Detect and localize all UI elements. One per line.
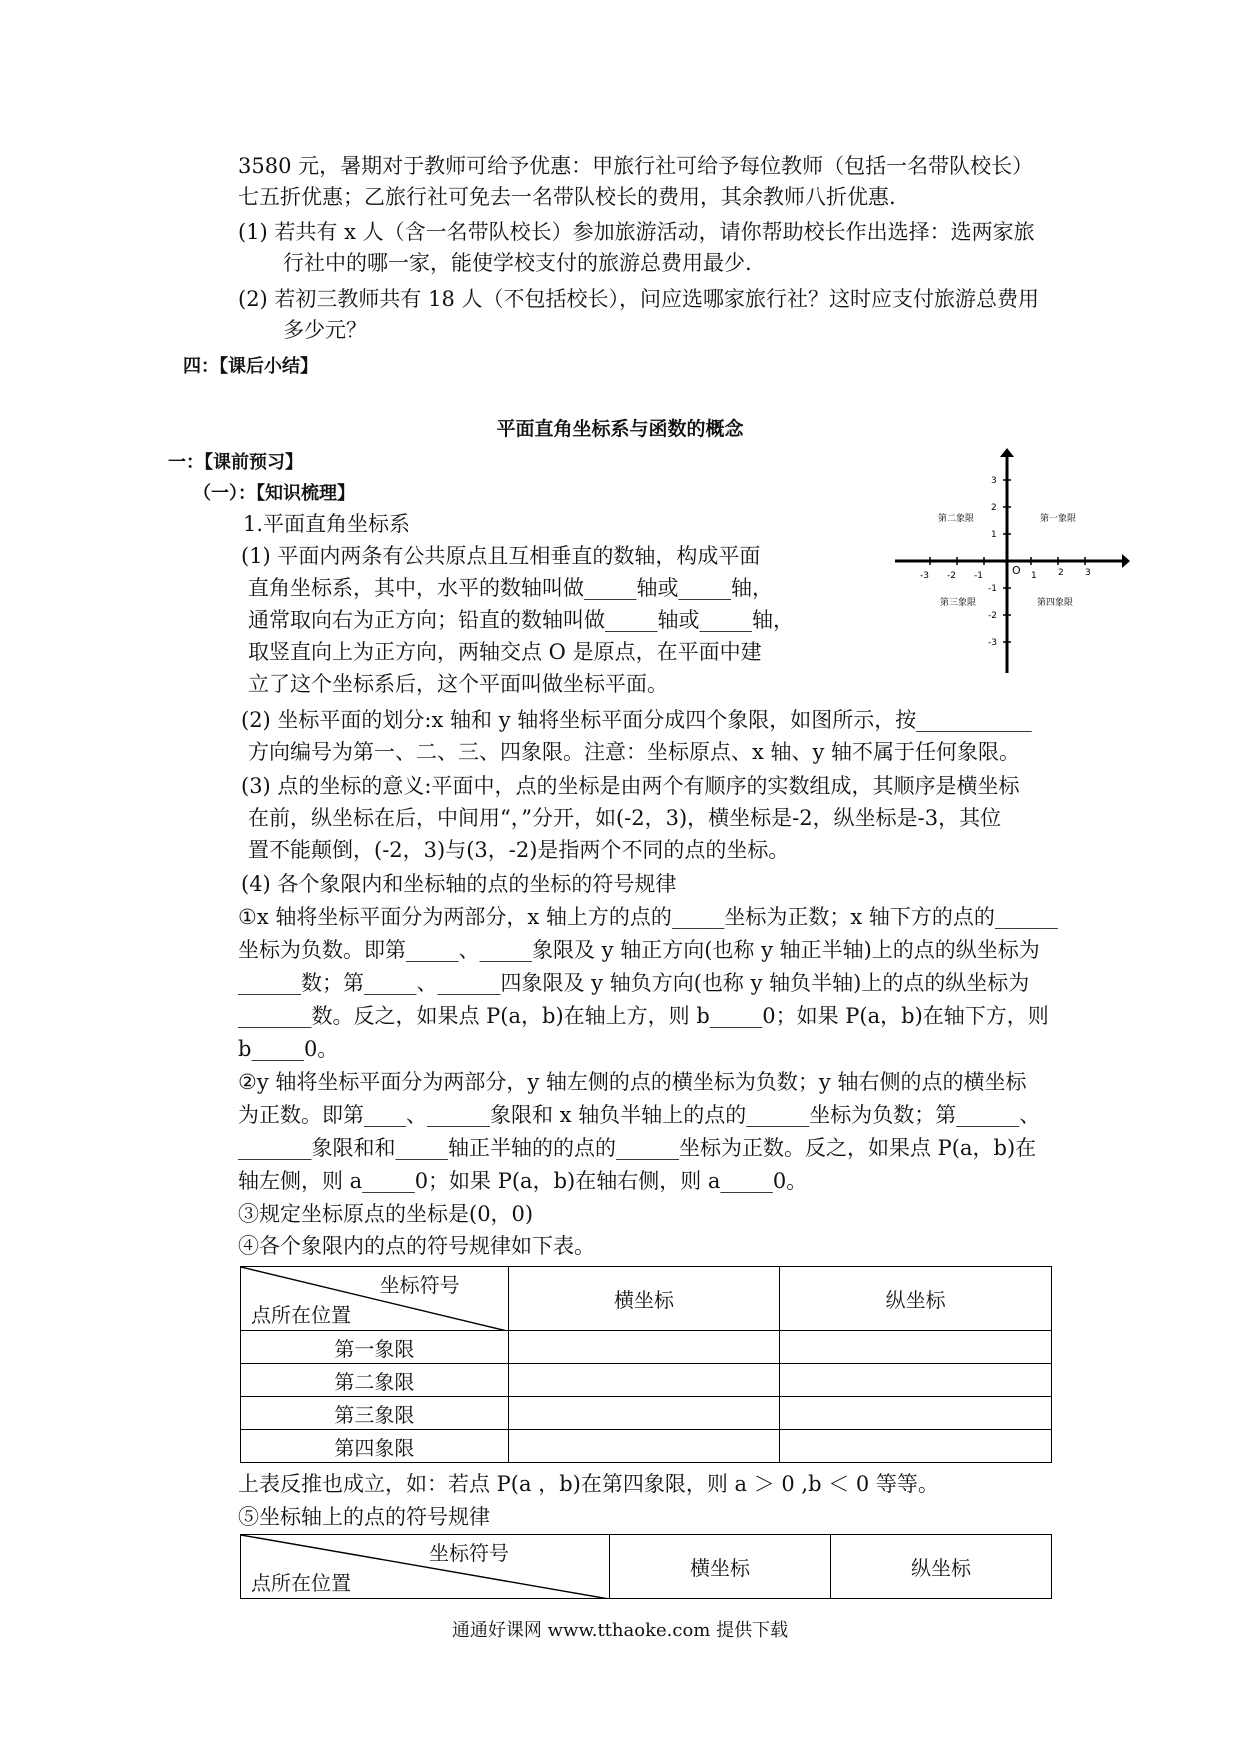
header-point-position: 点所在位置 — [251, 1303, 351, 1327]
document-title: 平面直角坐标系与函数的概念 — [496, 418, 744, 440]
table-cell — [508, 1364, 780, 1397]
rule-y-line-4: 轴左侧，则 a_____0；如果 P(a，b)在轴右侧，则 a_____0。 — [238, 1169, 808, 1193]
y-tick-label: -3 — [988, 638, 997, 648]
quadrant-1-label: 第一象限 — [1040, 514, 1077, 524]
table-cell — [508, 1331, 780, 1364]
row-label: 第三象限 — [241, 1397, 509, 1430]
rule-x-line-1: ①x 轴将坐标平面分为两部分，x 轴上方的点的_____坐标为正数；x 轴下方的点的______ — [238, 905, 1058, 929]
row-label: 第一象限 — [241, 1331, 509, 1364]
subsection-knowledge-heading: （一）：【知识梳理】 — [193, 483, 355, 504]
table-note: 上表反推也成立，如：若点 P(a ，b)在第四象限，则 a ＞ 0 ,b ＜ 0 等等。 — [238, 1472, 939, 1496]
paragraph-3-line-1: (3) 点的坐标的意义:平面中，点的坐标是由两个有顺序的实数组成，其顺序是横坐标 — [241, 774, 1020, 798]
paragraph-3-line-2: 在前，纵坐标在后，中间用“，”分开，如(-2，3)，横坐标是-2，纵坐标是-3，其位 — [248, 806, 1002, 830]
paragraph-2-line-1: (2) 坐标平面的划分:x 轴和 y 轴将坐标平面分成四个象限，如图所示，按___________ — [241, 708, 1032, 732]
table-cell — [780, 1364, 1052, 1397]
origin-label: O — [1012, 564, 1021, 577]
question-2-line-a: (2) 若初三教师共有 18 人（不包括校长），问应选哪家旅行社？这时应支付旅游总费用 — [238, 287, 1039, 311]
question-2-line-b: 多少元？ — [283, 318, 367, 342]
quadrant-2-label: 第二象限 — [938, 514, 975, 524]
axis-sign-table — [240, 1534, 1052, 1599]
rule-y-line-1: ②y 轴将坐标平面分为两部分，y 轴左侧的点的横坐标为负数；y 轴右侧的点的横坐标 — [238, 1070, 1027, 1094]
paragraph-2-line-2: 方向编号为第一、二、三、四象限。注意：坐标原点、x 轴、y 轴不属于任何象限。 — [248, 740, 1021, 764]
quadrant-sign-table — [240, 1266, 1052, 1463]
paragraph-1-line-5: 立了这个坐标系后，这个平面叫做坐标平面。 — [248, 672, 668, 696]
page-footer: 通通好课网 www.tthaoke.com 提供下载 — [451, 1620, 789, 1641]
question-1-line-a: (1) 若共有 x 人（含一名带队校长）参加旅游活动，请你帮助校长作出选择：选两家旅 — [238, 220, 1035, 244]
table-header-diagonal-cell — [241, 1535, 610, 1599]
section-summary-heading: 四：【课后小结】 — [183, 356, 318, 377]
rule-y-line-2: 为正数。即第____、______象限和 x 轴负半轴上的点的______坐标为负数；第______、 — [238, 1103, 1041, 1127]
coordinate-plane-figure — [890, 445, 1130, 680]
rule-x-line-4: _______数。反之，如果点 P(a，b)在轴上方，则 b_____0；如果 P(a，b)在轴下方，则 — [238, 1004, 1049, 1028]
quadrant-4-label: 第四象限 — [1037, 598, 1074, 608]
header-point-position: 点所在位置 — [251, 1571, 351, 1595]
section-preview-heading: 一：【课前预习】 — [168, 452, 303, 473]
row-label: 第四象限 — [241, 1430, 509, 1463]
header-ordinate: 纵坐标 — [780, 1267, 1052, 1331]
header-coordinate-sign: 坐标符号 — [379, 1273, 460, 1297]
x-tick-label: 3 — [1085, 568, 1091, 578]
x-tick-label: -3 — [920, 571, 929, 581]
rule-x-line-2: 坐标为负数。即第_____、_____象限及 y 轴正方向(也称 y 轴正半轴)上的点的纵坐标为 — [238, 938, 1040, 962]
table-header-diagonal-cell — [241, 1267, 509, 1331]
origin-rule: ③规定坐标原点的坐标是(0，0) — [238, 1202, 534, 1226]
row-label: 第二象限 — [241, 1364, 509, 1397]
table-cell — [508, 1397, 780, 1430]
header-abscissa: 横坐标 — [610, 1535, 831, 1599]
paragraph-4-title: (4) 各个象限内和坐标轴的点的坐标的符号规律 — [241, 872, 677, 896]
table-cell — [780, 1331, 1052, 1364]
y-tick-label: -2 — [988, 611, 997, 621]
paragraph-1-line-4: 取竖直向上为正方向，两轴交点 O 是原点，在平面中建 — [248, 640, 762, 664]
y-tick-label: -1 — [988, 584, 997, 594]
table-cell — [508, 1430, 780, 1463]
paragraph-1-line-2: 直角坐标系，其中，水平的数轴叫做_____轴或_____轴， — [248, 576, 773, 600]
rule-x-line-3: ______数；第_____、______四象限及 y 轴负方向(也称 y 轴负半轴)上的点的纵坐标为 — [238, 971, 1030, 995]
paragraph-1-line-3: 通常取向右为正方向；铅直的数轴叫做_____轴或_____轴， — [248, 608, 794, 632]
y-tick-label: 3 — [991, 476, 997, 486]
header-ordinate: 纵坐标 — [831, 1535, 1052, 1599]
paragraph-1-line-1: (1) 平面内两条有公共原点且互相垂直的数轴，构成平面 — [241, 544, 761, 568]
x-tick-label: -2 — [947, 571, 956, 581]
quadrant-rule-intro: ④各个象限内的点的符号规律如下表。 — [238, 1234, 595, 1258]
paragraph-3-line-3: 置不能颠倒，(-2，3)与(3，-2)是指两个不同的点的坐标。 — [248, 838, 790, 862]
header-abscissa: 横坐标 — [508, 1267, 780, 1331]
paragraph-5-title: ⑤坐标轴上的点的符号规律 — [238, 1505, 490, 1529]
x-tick-label: 1 — [1031, 571, 1037, 581]
question-1-line-b: 行社中的哪一家，能使学校支付的旅游总费用最少. — [283, 251, 752, 275]
x-tick-label: -1 — [974, 571, 983, 581]
x-tick-label: 2 — [1058, 568, 1064, 578]
header-coordinate-sign: 坐标符号 — [429, 1541, 509, 1565]
rule-y-line-3: _______象限和和_____轴正半轴的的点的______坐标为正数。反之，如果点 P(a，b)在 — [238, 1136, 1037, 1160]
y-tick-label: 1 — [991, 530, 997, 540]
rule-x-line-5: b_____0。 — [238, 1037, 339, 1061]
y-tick-label: 2 — [991, 503, 997, 513]
table-cell — [780, 1397, 1052, 1430]
intro-line-2: 七五折优惠；乙旅行社可免去一名带队校长的费用，其余教师八折优惠. — [238, 185, 896, 209]
table-cell — [780, 1430, 1052, 1463]
quadrant-3-label: 第三象限 — [940, 598, 977, 608]
intro-line-1: 3580 元，暑期对于教师可给予优惠：甲旅行社可给予每位教师（包括一名带队校长） — [238, 154, 1034, 178]
paragraph-1-title: 1.平面直角坐标系 — [243, 512, 411, 536]
